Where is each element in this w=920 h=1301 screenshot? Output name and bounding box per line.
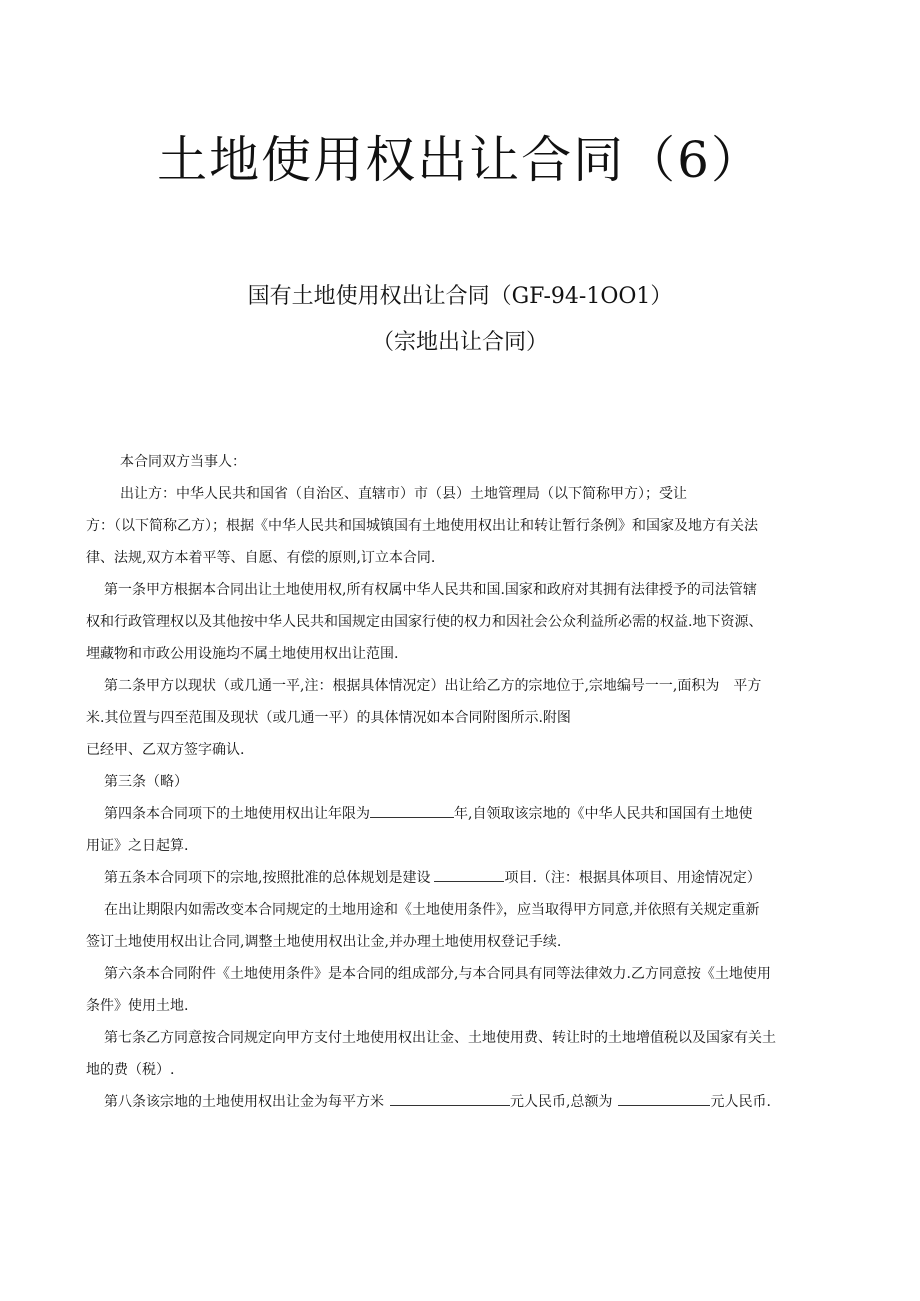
blank-underline [390,1091,510,1106]
paragraph-line: 第六条本合同附件《土地使用条件》是本合同的组成部分,与本合同具有同等法律效力.乙方同意按《土地使用 [104,966,771,982]
paragraph-line: 签订土地使用权出让合同,调整土地使用权出让金,并办理土地使用权登记手续. [86,934,562,950]
paragraph-line [86,862,838,894]
paragraph-line: 在出让期限内如需改变本合同规定的土地用途和《土地使用条件》，应当取得甲方同意,并依照有关规定重新 [104,902,760,918]
paragraph-line: 条件》使用土地. [86,998,189,1014]
paragraph-line: 用证》之日起算. [86,838,189,854]
line-text: 年,自领取该宗地的《中华人民共和国国有土地使 [454,806,753,822]
paragraph-line: 权和行政管理权以及其他按中华人民共和国规定由国家行使的权力和因社会公众利益所必需的权益.地下资源、 [86,614,763,630]
document-subtitle-2: （宗地出让合同） [371,330,548,355]
line-text: 第四条本合同项下的土地使用权出让年限为 [104,806,370,822]
paragraph-line: 出让方：中华人民共和国省（自治区、直辖市）市（县）土地管理局（以下简称甲方）；受让 [120,486,687,502]
paragraph-line: 已经甲、乙双方签字确认. [86,742,245,758]
blank-underline [618,1091,710,1106]
contract-body [86,446,838,1118]
paragraph-line: 第二条甲方以现状（或几通一平,注：根据具体情况定）出让给乙方的宗地位于,宗地编号一一,面积为 平方 [104,678,762,694]
document-title: 土地使用权出让合同（6） [157,131,763,189]
paragraph-line [86,798,838,830]
blank-underline [434,867,504,882]
paragraph-line: 米.其位置与四至范围及现状（或几通一平）的具体情况如本合同附图所示.附图 [86,710,571,726]
paragraph-line: 方：（以下简称乙方）；根据《中华人民共和国城镇国有土地使用权出让和转让暂行条例》和国家及地方有关法 [86,518,758,534]
paragraph-line [86,1086,838,1118]
blank-underline [370,803,454,818]
paragraph-line: 本合同双方当事人： [120,454,246,470]
paragraph-line: 第三条（略） [104,774,188,790]
line-text: 第五条本合同项下的宗地,按照批准的总体规划是建设 [104,870,431,886]
paragraph-line: 埋藏物和市政公用设施均不属土地使用权出让范围. [86,646,399,662]
line-text: 元人民币,总额为 [510,1094,613,1110]
paragraph-line: 律、法规,双方本着平等、自愿、有偿的原则,订立本合同. [86,550,436,566]
line-text: 第八条该宗地的土地使用权出让金为每平方米 [104,1094,384,1110]
line-text: 项目.（注：根据具体项目、用途情况定） [504,870,761,886]
paragraph-line: 第七条乙方同意按合同规定向甲方支付土地使用权出让金、土地使用费、转让时的土地增值税以及国家有关土 [104,1030,776,1046]
document-subtitle: 国有土地使用权出让合同（GF-94-1OO1） [247,284,673,309]
line-text: 元人民币. [710,1094,771,1110]
paragraph-line: 地的费（税）. [86,1062,175,1078]
paragraph-line: 第一条甲方根据本合同出让土地使用权,所有权属中华人民共和国.国家和政府对其拥有法律授予的司法管辖 [104,582,757,598]
